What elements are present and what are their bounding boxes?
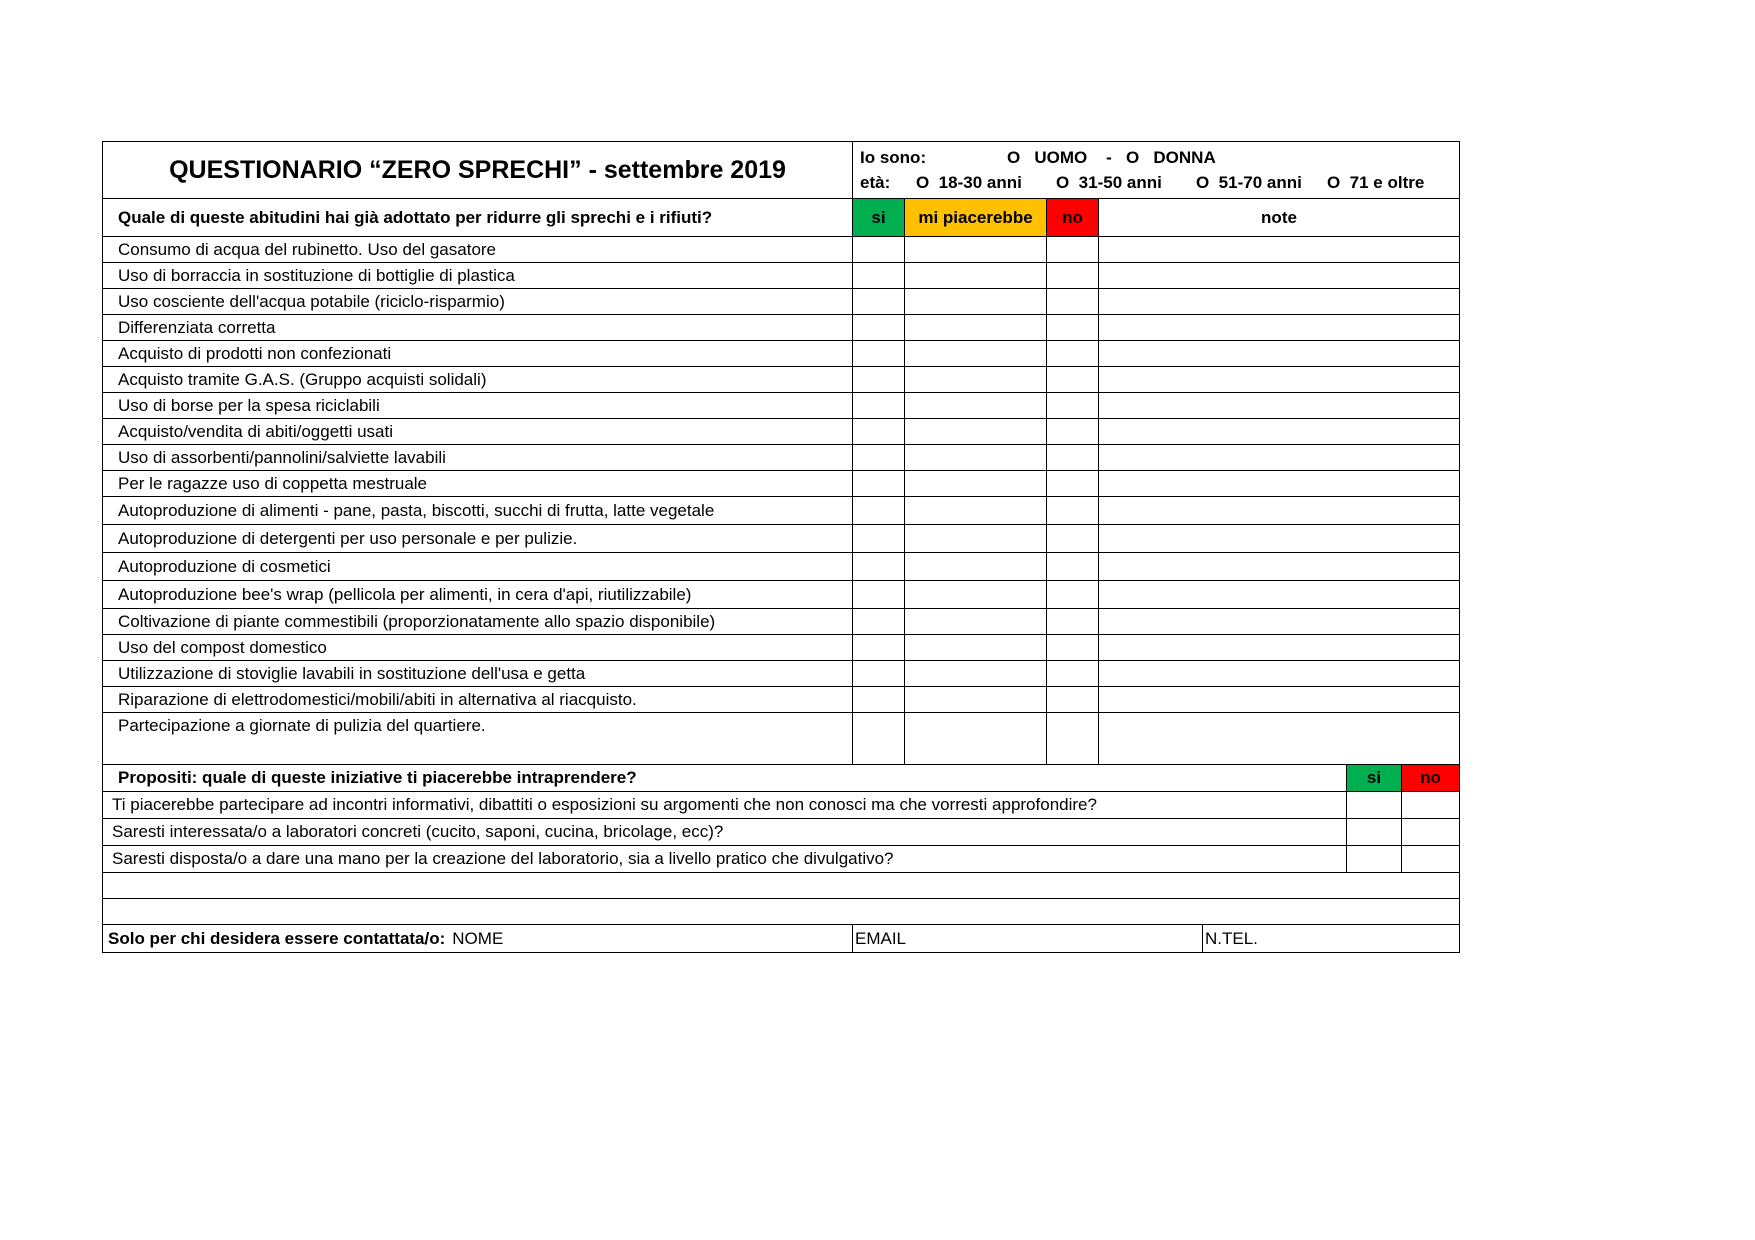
profile-info [853, 142, 1459, 198]
habit-empty-mi-piacerebbe[interactable] [905, 739, 1047, 764]
habit-label: Autoproduzione di alimenti - pane, pasta, biscotti, succhi di frutta, latte vegetale [103, 497, 853, 524]
habit-row [103, 289, 1459, 315]
habit-si-checkbox[interactable] [853, 237, 905, 262]
blank-row[interactable] [103, 873, 1459, 899]
contact-tel-label: N.TEL. [1205, 928, 1258, 948]
habit-no-checkbox[interactable] [1047, 237, 1099, 262]
habit-label: Consumo di acqua del rubinetto. Uso del gasatore [103, 237, 853, 262]
habit-si-checkbox[interactable] [853, 553, 905, 580]
habit-mi-piacerebbe-checkbox[interactable] [905, 661, 1047, 686]
habit-si-checkbox[interactable] [853, 581, 905, 608]
habit-note-field[interactable] [1099, 289, 1459, 314]
column-note: note [1261, 207, 1297, 227]
habit-mi-piacerebbe-checkbox[interactable] [905, 315, 1047, 340]
contact-name-field[interactable] [103, 925, 853, 952]
habit-note-field[interactable] [1099, 237, 1459, 262]
habit-row [103, 687, 1459, 713]
habit-mi-piacerebbe-checkbox[interactable] [905, 687, 1047, 712]
habit-si-checkbox[interactable] [853, 341, 905, 366]
propositi-item-si[interactable] [1347, 792, 1402, 818]
habit-note-field[interactable] [1099, 393, 1459, 418]
habit-label: Coltivazione di piante commestibili (proporzionatamente allo spazio disponibile) [103, 609, 853, 634]
propositi-column-si: si [1347, 765, 1402, 791]
blank-row[interactable] [103, 899, 1459, 925]
habit-mi-piacerebbe-checkbox[interactable] [905, 525, 1047, 552]
habit-row [103, 367, 1459, 393]
habit-note-field[interactable] [1099, 419, 1459, 444]
habit-label: Utilizzazione di stoviglie lavabili in sostituzione dell'usa e getta [103, 661, 853, 686]
habit-note-field[interactable] [1099, 315, 1459, 340]
habit-label: Acquisto/vendita di abiti/oggetti usati [103, 419, 853, 444]
habit-label: Partecipazione a giornate di pulizia del quartiere. [103, 713, 853, 739]
habit-note-field[interactable] [1099, 525, 1459, 552]
habit-label: Acquisto tramite G.A.S. (Gruppo acquisti solidali) [103, 367, 853, 392]
contact-email-field[interactable] [853, 925, 1203, 952]
propositi-item-si[interactable] [1347, 819, 1402, 845]
habit-mi-piacerebbe-checkbox[interactable] [905, 393, 1047, 418]
habit-mi-piacerebbe-checkbox[interactable] [905, 581, 1047, 608]
questionnaire-form [102, 141, 1460, 953]
habit-si-checkbox[interactable] [853, 661, 905, 686]
habit-mi-piacerebbe-checkbox[interactable] [905, 263, 1047, 288]
habit-row-empty [103, 739, 1459, 765]
gender-line [860, 145, 1216, 170]
age-option-1[interactable]: O 18-30 anni [916, 173, 1022, 192]
habit-note-field[interactable] [1099, 445, 1459, 470]
habit-no-checkbox[interactable] [1047, 635, 1099, 660]
habit-mi-piacerebbe-checkbox[interactable] [905, 419, 1047, 444]
habit-note-field[interactable] [1099, 471, 1459, 496]
propositi-item-label: Ti piacerebbe partecipare ad incontri informativi, dibattiti o esposizioni su argomenti che non conosci ma che vorresti approfondire? [103, 792, 1347, 818]
habit-row [103, 635, 1459, 661]
habit-label: Uso cosciente dell'acqua potabile (riciclo-risparmio) [103, 289, 853, 314]
habit-si-checkbox[interactable] [853, 367, 905, 392]
habit-no-checkbox[interactable] [1047, 367, 1099, 392]
habit-empty-si[interactable] [853, 739, 905, 764]
propositi-item-label: Saresti interessata/o a laboratori concreti (cucito, saponi, cucina, bricolage, ecc)? [103, 819, 1347, 845]
column-no: no [1047, 199, 1099, 236]
propositi-item-si[interactable] [1347, 846, 1402, 872]
age-option-3[interactable]: O 51-70 anni [1196, 173, 1302, 192]
habits-header-row [103, 199, 1459, 237]
habit-si-checkbox[interactable] [853, 525, 905, 552]
habit-no-checkbox[interactable] [1047, 393, 1099, 418]
habit-label: Uso di assorbenti/pannolini/salviette lavabili [103, 445, 853, 470]
habit-empty-note[interactable] [1099, 739, 1459, 764]
propositi-row [103, 792, 1459, 819]
habit-no-checkbox[interactable] [1047, 609, 1099, 634]
habit-row [103, 525, 1459, 553]
age-option-2[interactable]: O 31-50 anni [1056, 173, 1162, 192]
habit-note-field[interactable] [1099, 609, 1459, 634]
habit-label: Uso del compost domestico [103, 635, 853, 660]
habit-no-checkbox[interactable] [1047, 471, 1099, 496]
title-row [103, 142, 1459, 199]
contact-row [103, 925, 1459, 952]
habit-label: Uso di borse per la spesa riciclabili [103, 393, 853, 418]
habit-note-field[interactable] [1099, 367, 1459, 392]
habit-note-field[interactable] [1099, 263, 1459, 288]
age-line [860, 170, 1424, 195]
habit-label: Autoproduzione di detergenti per uso personale e per pulizie. [103, 525, 853, 552]
habit-mi-piacerebbe-checkbox[interactable] [905, 367, 1047, 392]
contact-tel-field[interactable] [1203, 925, 1459, 952]
habit-mi-piacerebbe-checkbox[interactable] [905, 609, 1047, 634]
habit-mi-piacerebbe-checkbox[interactable] [905, 471, 1047, 496]
propositi-row [103, 819, 1459, 846]
habit-row [103, 263, 1459, 289]
habit-no-checkbox[interactable] [1047, 581, 1099, 608]
habit-note-field[interactable] [1099, 635, 1459, 660]
habit-no-checkbox[interactable] [1047, 315, 1099, 340]
habit-row [103, 581, 1459, 609]
habit-row [103, 419, 1459, 445]
habits-question: Quale di queste abitudini hai già adottato per ridurre gli sprechi e i rifiuti? [103, 199, 853, 236]
habit-label: Per le ragazze uso di coppetta mestruale [103, 471, 853, 496]
propositi-item-no[interactable] [1402, 819, 1459, 845]
habit-empty-label [103, 739, 853, 764]
habit-no-checkbox[interactable] [1047, 687, 1099, 712]
habit-mi-piacerebbe-checkbox[interactable] [905, 635, 1047, 660]
propositi-question: Propositi: quale di queste iniziative ti piacerebbe intraprendere? [103, 765, 1347, 791]
habit-si-checkbox[interactable] [853, 635, 905, 660]
propositi-item-no[interactable] [1402, 846, 1459, 872]
habit-note-field[interactable] [1099, 687, 1459, 712]
habit-row [103, 471, 1459, 497]
habit-mi-piacerebbe-checkbox[interactable] [905, 553, 1047, 580]
habit-no-checkbox[interactable] [1047, 553, 1099, 580]
contact-label: Solo per chi desidera essere contattata/o: [108, 928, 446, 948]
habit-label: Differenziata corretta [103, 315, 853, 340]
habit-row [103, 553, 1459, 581]
habit-si-checkbox[interactable] [853, 609, 905, 634]
habit-mi-piacerebbe-checkbox[interactable] [905, 237, 1047, 262]
habit-row [103, 445, 1459, 471]
habit-note-field[interactable] [1099, 553, 1459, 580]
habit-row [103, 393, 1459, 419]
habit-no-checkbox[interactable] [1047, 525, 1099, 552]
habit-label: Acquisto di prodotti non confezionati [103, 341, 853, 366]
habit-label: Autoproduzione bee's wrap (pellicola per alimenti, in cera d'api, riutilizzabile) [103, 581, 853, 608]
contact-email-label: EMAIL [855, 928, 907, 948]
gender-options[interactable]: O UOMO - O DONNA [1007, 148, 1216, 167]
age-option-4[interactable]: O 71 e oltre [1327, 173, 1425, 192]
habit-label: Uso di borraccia in sostituzione di bottiglie di plastica [103, 263, 853, 288]
propositi-item-no[interactable] [1402, 792, 1459, 818]
propositi-header-row [103, 765, 1459, 792]
propositi-item-label: Saresti disposta/o a dare una mano per la creazione del laboratorio, sia a livello pratico che divulgativo? [103, 846, 1347, 872]
habit-rows [103, 237, 1459, 739]
habit-note-field[interactable] [1099, 341, 1459, 366]
habit-empty-no[interactable] [1047, 739, 1099, 764]
habit-row [103, 713, 1459, 739]
habit-no-checkbox[interactable] [1047, 289, 1099, 314]
propositi-column-no: no [1402, 765, 1459, 791]
habit-label: Autoproduzione di cosmetici [103, 553, 853, 580]
eta-label: età: [860, 173, 891, 192]
habit-row [103, 661, 1459, 687]
habit-label: Riparazione di elettrodomestici/mobili/abiti in alternativa al riacquisto. [103, 687, 853, 712]
habit-si-checkbox[interactable] [853, 263, 905, 288]
habit-mi-piacerebbe-checkbox[interactable] [905, 713, 1047, 739]
habit-no-checkbox[interactable] [1047, 497, 1099, 524]
habit-no-checkbox[interactable] [1047, 419, 1099, 444]
habit-no-checkbox[interactable] [1047, 445, 1099, 470]
habit-mi-piacerebbe-checkbox[interactable] [905, 341, 1047, 366]
habit-si-checkbox[interactable] [853, 497, 905, 524]
habit-si-checkbox[interactable] [853, 419, 905, 444]
column-mi-piacerebbe: mi piacerebbe [905, 199, 1047, 236]
habit-note-field[interactable] [1099, 497, 1459, 524]
habit-no-checkbox[interactable] [1047, 341, 1099, 366]
contact-nome-label: NOME [452, 928, 504, 948]
habit-si-checkbox[interactable] [853, 687, 905, 712]
habit-row [103, 609, 1459, 635]
habit-note-field[interactable] [1099, 581, 1459, 608]
habit-row [103, 315, 1459, 341]
habit-mi-piacerebbe-checkbox[interactable] [905, 445, 1047, 470]
column-si: si [853, 199, 905, 236]
habit-mi-piacerebbe-checkbox[interactable] [905, 289, 1047, 314]
page-title: QUESTIONARIO “ZERO SPRECHI” - settembre 2019 [103, 142, 853, 198]
habit-row [103, 497, 1459, 525]
habit-note-field[interactable] [1099, 713, 1459, 739]
habit-mi-piacerebbe-checkbox[interactable] [905, 497, 1047, 524]
habit-no-checkbox[interactable] [1047, 713, 1099, 739]
io-sono-label: Io sono: [860, 148, 927, 167]
habit-no-checkbox[interactable] [1047, 263, 1099, 288]
habit-row [103, 341, 1459, 367]
habit-si-checkbox[interactable] [853, 471, 905, 496]
habit-si-checkbox[interactable] [853, 445, 905, 470]
habit-si-checkbox[interactable] [853, 289, 905, 314]
habit-si-checkbox[interactable] [853, 393, 905, 418]
habit-si-checkbox[interactable] [853, 713, 905, 739]
habit-note-field[interactable] [1099, 661, 1459, 686]
habit-row [103, 237, 1459, 263]
habit-si-checkbox[interactable] [853, 315, 905, 340]
habit-no-checkbox[interactable] [1047, 661, 1099, 686]
propositi-row [103, 846, 1459, 873]
